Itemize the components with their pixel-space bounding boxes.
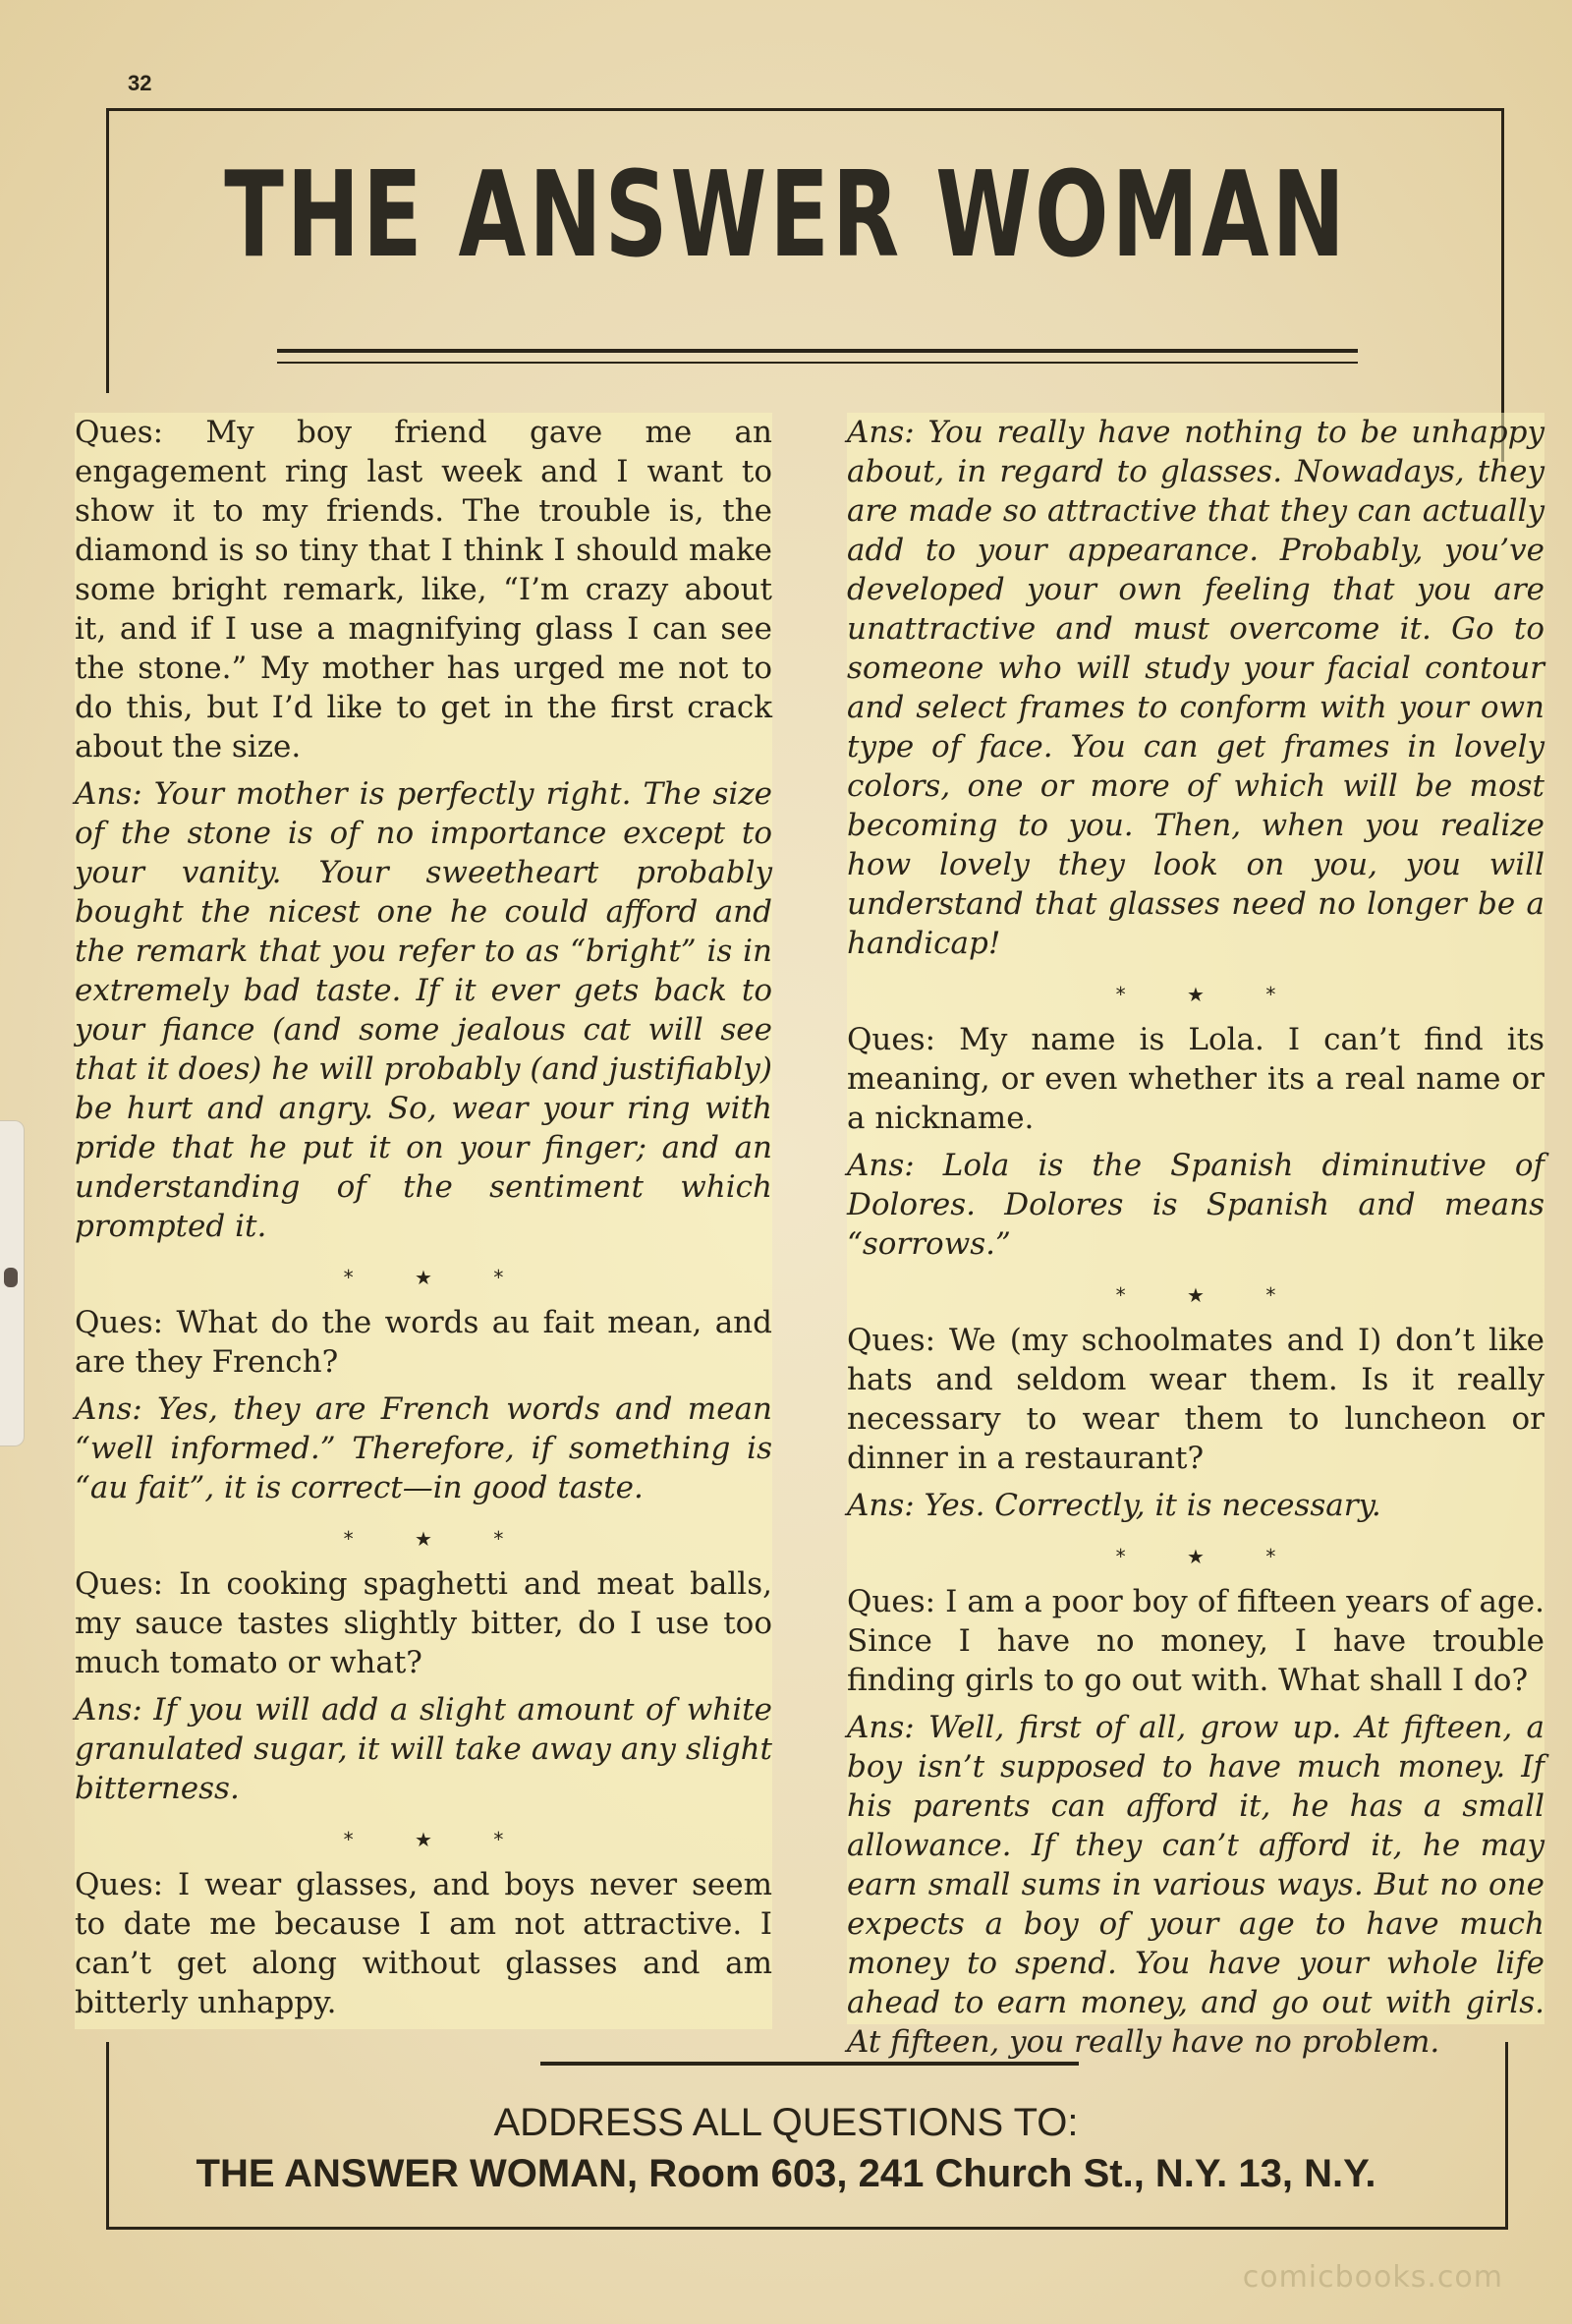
footer-rule <box>540 2062 1079 2066</box>
star-separator: * ★ * <box>343 1266 532 1289</box>
star-separator: * ★ * <box>1115 1283 1304 1307</box>
qa-item <box>75 1865 772 2022</box>
star-separator: * ★ * <box>1115 1545 1304 1568</box>
footer-address-heading: ADDRESS ALL QUESTIONS TO: <box>493 2101 1079 2144</box>
answer-text: Ans: You really have nothing to be unhappy about, in regard to glasses. Nowadays, they are made so attractive that they can actually add to your appearance. Probably, you’ve developed your own feeling that you are unattractive and must overcome it. Go to someone who will study your facial contour and select frames to conform with your own type of face. You can get frames in lovely colors, one or more of which will be most becoming to you. Then, when you realize how lovely they look on you, you will understand that glasses need no longer be a handicap! <box>847 415 1544 961</box>
qa-item <box>847 1582 1544 2062</box>
title-rule <box>277 349 1358 353</box>
question-text: Ques: I am a poor boy of fifteen years of age. Since I have no money, I have trouble finding girls to go out with. What shall I do? <box>847 1584 1544 1698</box>
header-frame-right <box>1501 108 1504 462</box>
answer-text: Ans: If you will add a slight amount of white granulated sugar, it will take away any slight bitterness. <box>75 1692 772 1806</box>
qa-item <box>75 1564 772 1808</box>
footer-address: THE ANSWER WOMAN, Room 603, 241 Church St., N.Y. 13, N.Y. <box>196 2152 1376 2195</box>
footer-frame-bottom <box>106 2227 1508 2230</box>
answer-text: Ans: Lola is the Spanish diminutive of Dolores. Dolores is Spanish and means “sorrows.” <box>847 1148 1544 1262</box>
title-rule-thin <box>277 362 1358 364</box>
qa-item <box>847 1020 1544 1264</box>
watermark: comicbooks.com <box>1242 2260 1503 2295</box>
question-text: Ques: My boy friend gave me an engagement ring last week and I want to show it to my friends. The trouble is, the diamond is so tiny that I think I should make some bright remark, like, “I’m crazy about it, and if I use a magnifying glass I can see the stone.” My mother has urged me not to do this, but I’d like to get in the first crack about the size. <box>75 415 772 765</box>
left-column <box>75 413 772 2029</box>
star-separator: * ★ * <box>1115 983 1304 1006</box>
answer-text: Ans: Your mother is perfectly right. The size of the stone is of no importance except to your vanity. Your sweetheart probably bought the nicest one he could afford and the remark that you refer to as “bright” is in extremely bad taste. If it ever gets back to your fiance (and some jealous cat will see that it does) he will probably (and justifiably) be hurt and angry. So, wear your ring with pride that he put it on your finger; and an understanding of the sentiment which prompted it. <box>75 776 772 1244</box>
star-separator: * ★ * <box>343 1828 532 1851</box>
question-text: Ques: What do the words au fait mean, and are they French? <box>75 1305 772 1380</box>
question-text: Ques: My name is Lola. I can’t find its meaning, or even whether its a real name or a nickname. <box>847 1022 1544 1136</box>
question-text: Ques: I wear glasses, and boys never seem to date me because I am not attractive. I can’t get along without glasses and am bitterly unhappy. <box>75 1867 772 2020</box>
binder-rivet <box>4 1268 18 1287</box>
question-text: Ques: We (my schoolmates and I) don’t like hats and seldom wear them. Is it really necessary to wear them to luncheon or dinner in a restaurant? <box>847 1323 1544 1476</box>
page-number: 32 <box>128 71 152 95</box>
qa-item <box>847 1321 1544 1525</box>
question-text: Ques: In cooking spaghetti and meat balls, my sauce tastes slightly bitter, do I use too much tomato or what? <box>75 1566 772 1680</box>
header-frame-left <box>106 108 109 393</box>
star-separator: * ★ * <box>343 1527 532 1551</box>
header-frame-top <box>108 108 1503 111</box>
right-column <box>847 413 1544 2060</box>
answer-text: Ans: Yes, they are French words and mean “well informed.” Therefore, if something is “au fait”, it is correct—in good taste. <box>75 1391 772 1505</box>
page-title: THE ANSWER WOMAN <box>224 147 1348 284</box>
qa-item <box>847 413 1544 963</box>
qa-item <box>75 1303 772 1507</box>
qa-item <box>75 413 772 1246</box>
answer-text: Ans: Yes. Correctly, it is necessary. <box>847 1488 1381 1523</box>
answer-text: Ans: Well, first of all, grow up. At fifteen, a boy isn’t supposed to have much money. If his parents can afford it, he has a small allowance. If they can’t afford it, he may earn small sums in various ways. But no one expects a boy of your age to have much money to spend. You have your whole life ahead to earn money, and go out with girls. At fifteen, you really have no problem. <box>847 1710 1544 2060</box>
